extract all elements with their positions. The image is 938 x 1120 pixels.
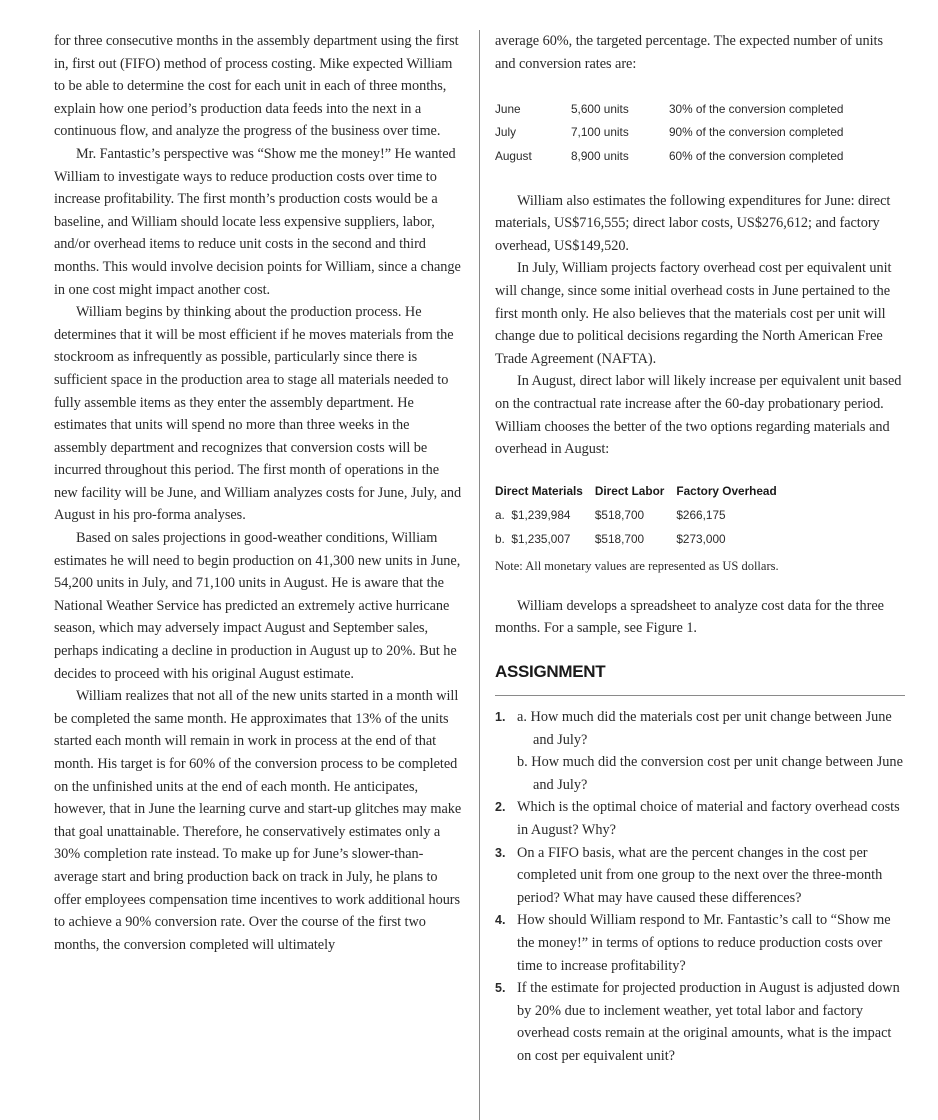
table-row: [495, 121, 843, 145]
paragraph-4: Based on sales projections in good-weather conditions, William estimates he will need to begin production on 41,300 new units in June, 54,200 units in July, and 71,100 units in August. He is aware that the National Weather Service has predicted an extremely active hurricane season, which may adversely impact August and September sales, perhaps indicating a decline in production in August up to 20%. But he decides to proceed with his original August estimate.: [54, 530, 461, 682]
table-row: [495, 97, 843, 121]
question-1b: b. How much did the conversion cost per unit change between June and July?: [517, 754, 903, 793]
list-item: [495, 977, 905, 1067]
august-paragraph: In August, direct labor will likely increase per equivalent unit based on the contractual rate increase after the 60-day probationary period. William chooses the better of the two options regarding materials and overhead in August:: [495, 373, 902, 458]
overhead-cell: $273,000: [676, 531, 726, 546]
labor-cell: $518,700: [594, 507, 645, 522]
header-direct-materials: Direct Materials: [495, 483, 583, 498]
table-row: [495, 503, 789, 527]
question-5: If the estimate for projected production in August is adjusted down by 20% due to inclement weather, yet total labor and factory overhead costs remain at the original amounts, what is the impact on cost per equivalent unit?: [517, 980, 900, 1064]
header-factory-overhead: Factory Overhead: [676, 483, 777, 498]
question-4: How should William respond to Mr. Fantastic’s call to “Show me the money!” in terms of options to reduce production costs over time to increase profitability?: [517, 912, 891, 974]
materials-cell: a. $1,239,984: [495, 507, 571, 522]
month-cell: July: [495, 125, 516, 140]
list-item: [495, 842, 905, 910]
june-expenditures-paragraph: William also estimates the following expenditures for June: direct materials, US$716,555; direct labor costs, US$276,612; and factory overhead, US$149,520.: [495, 192, 891, 254]
list-item: [495, 796, 905, 841]
units-cell: 8,900 units: [571, 148, 629, 163]
paragraph-2: Mr. Fantastic’s perspective was “Show me the money!” He wanted William to investigate ways to reduce production costs over time to increase profitability. The first month’s production costs would be a baseline, and William should locate less expensive suppliers, labor, and/or overhead items to reduce unit costs in the second and third months. This would involve decision points for William, since a change in one cost might impact another cost.: [54, 145, 461, 298]
conversion-rates-table: [495, 97, 843, 168]
header-direct-labor: Direct Labor: [594, 483, 665, 498]
units-cell: 5,600 units: [571, 101, 629, 116]
question-number: 1.: [495, 710, 506, 724]
paragraph-1: for three consecutive months in the assembly department using the first in, first out (FIFO) method of process costing. Mike expected William to be able to determine the cost for each unit in each of three months, explain how one period’s production data feeds into the next in a continuous flow, and analyze the progress of the business over time.: [54, 33, 459, 140]
list-item: [495, 706, 905, 796]
list-item: [495, 909, 905, 977]
question-3: On a FIFO basis, what are the percent changes in the cost per completed unit from one group to the next over the three-month period? What may have caused these differences?: [517, 844, 883, 906]
spreadsheet-paragraph: William develops a spreadsheet to analyze cost data for the three months. For a sample, see Figure 1.: [495, 597, 884, 637]
question-number: 3.: [495, 845, 506, 860]
paragraph-3: William begins by thinking about the production process. He determines that it will be most efficient if he moves materials from the stockroom as infrequently as possible, particularly since there is sufficient space in the production area to stage all materials needed to fully assemble items as they enter the assembly department. He estimates that units will spend no more than three weeks in the assembly department and recognizes that conversion costs will be incurred throughout this period. The first month of operations in the new facility will be June, and William analyzes costs for June, July, and August in his pro-forma analyses.: [54, 304, 462, 524]
labor-cell: $518,700: [594, 531, 645, 546]
conversion-cell: 30% of the conversion completed: [669, 101, 844, 116]
conversion-cell: 90% of the conversion completed: [669, 125, 844, 140]
right-column: [495, 30, 905, 1068]
question-number: 2.: [495, 800, 506, 815]
left-column: [54, 30, 464, 956]
table-row: [495, 527, 789, 551]
assignment-heading: ASSIGNMENT: [495, 662, 606, 681]
month-cell: June: [495, 101, 521, 116]
overhead-cell: $266,175: [676, 507, 726, 522]
conversion-cell: 60% of the conversion completed: [669, 148, 844, 163]
materials-cell: b. $1,235,007: [495, 531, 571, 546]
paragraph-5: William realizes that not all of the new units started in a month will be completed the same month. He approximates that 13% of the units started each month will remain in work in process at the end of that month. His target is for 60% of the conversion process to be completed on the unfinished units at the end of each month. He anticipates, however, that in June the learning curve and start-up glitches may make that goal unattainable. Therefore, he conservatively estimates only a 30% completion rate instead. To make up for June’s slower-than-average start and bring production back on track in July, he plans to offer employees compensation time incentives to work additional hours to achieve a 90% conversion rate. Over the course of the first two months, the conversion completed will ultimately: [54, 688, 462, 953]
month-cell: August: [495, 148, 532, 163]
question-number: 4.: [495, 913, 506, 928]
units-cell: 7,100 units: [571, 125, 629, 140]
table-header-row: [495, 479, 789, 503]
column-divider: [479, 30, 480, 1120]
assignment-questions: [495, 706, 905, 1068]
table-row: [495, 144, 843, 168]
assignment-rule: [495, 695, 905, 696]
question-2: Which is the optimal choice of material and factory overhead costs in August? Why?: [517, 799, 900, 838]
july-paragraph: In July, William projects factory overhead cost per equivalent unit will change, since some initial overhead costs in June pertained to the first month only. He also believes that the materials cost per unit will change due to political decisions regarding the North American Free Trade Agreement (NAFTA).: [495, 260, 892, 367]
currency-note: Note: All monetary values are represented as US dollars.: [495, 558, 779, 573]
question-1a: a. How much did the materials cost per unit change between June and July?: [517, 709, 892, 748]
question-number: 5.: [495, 981, 506, 996]
rates-intro: average 60%, the targeted percentage. The expected number of units and conversion rates are:: [495, 33, 883, 72]
cost-options-table: [495, 479, 789, 551]
